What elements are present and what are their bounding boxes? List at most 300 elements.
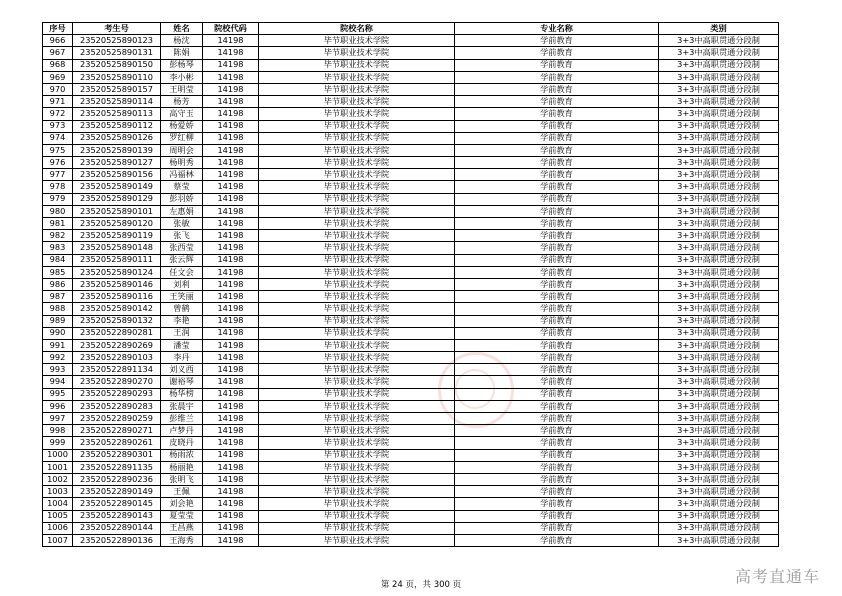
cell-school-code: 14198 xyxy=(203,364,259,376)
cell-index: 994 xyxy=(43,376,73,388)
cell-major: 学前教育 xyxy=(455,157,659,169)
cell-school-code: 14198 xyxy=(203,193,259,205)
cell-name: 李艳 xyxy=(161,315,203,327)
cell-category: 3+3中高职贯通分段制 xyxy=(659,266,779,278)
cell-school-name: 毕节职业技术学院 xyxy=(259,522,455,534)
cell-candidate-no: 23520522890269 xyxy=(73,339,161,351)
cell-major: 学前教育 xyxy=(455,169,659,181)
cell-major: 学前教育 xyxy=(455,120,659,132)
cell-name: 潘莹 xyxy=(161,339,203,351)
cell-school-name: 毕节职业技术学院 xyxy=(259,169,455,181)
cell-category: 3+3中高职贯通分段制 xyxy=(659,108,779,120)
cell-name: 张晨宇 xyxy=(161,400,203,412)
table-row xyxy=(43,461,779,473)
cell-category: 3+3中高职贯通分段制 xyxy=(659,157,779,169)
cell-major: 学前教育 xyxy=(455,534,659,546)
cell-index: 1005 xyxy=(43,510,73,522)
cell-name: 冯福林 xyxy=(161,169,203,181)
cell-name: 王明莹 xyxy=(161,83,203,95)
cell-index: 982 xyxy=(43,230,73,242)
cell-school-code: 14198 xyxy=(203,425,259,437)
cell-name: 杨沈 xyxy=(161,35,203,47)
cell-school-name: 毕节职业技术学院 xyxy=(259,71,455,83)
header-school-name: 院校名称 xyxy=(259,23,455,35)
cell-category: 3+3中高职贯通分段制 xyxy=(659,205,779,217)
cell-category: 3+3中高职贯通分段制 xyxy=(659,510,779,522)
cell-candidate-no: 23520525890157 xyxy=(73,83,161,95)
cell-index: 969 xyxy=(43,71,73,83)
cell-school-code: 14198 xyxy=(203,461,259,473)
cell-category: 3+3中高职贯通分段制 xyxy=(659,461,779,473)
cell-category: 3+3中高职贯通分段制 xyxy=(659,437,779,449)
cell-school-name: 毕节职业技术学院 xyxy=(259,315,455,327)
cell-school-name: 毕节职业技术学院 xyxy=(259,376,455,388)
cell-school-code: 14198 xyxy=(203,486,259,498)
cell-school-code: 14198 xyxy=(203,120,259,132)
cell-school-name: 毕节职业技术学院 xyxy=(259,230,455,242)
header-name: 姓名 xyxy=(161,23,203,35)
table-row xyxy=(43,510,779,522)
cell-major: 学前教育 xyxy=(455,242,659,254)
cell-school-name: 毕节职业技术学院 xyxy=(259,35,455,47)
cell-index: 991 xyxy=(43,339,73,351)
cell-name: 王昌燕 xyxy=(161,522,203,534)
table-row xyxy=(43,376,779,388)
cell-school-code: 14198 xyxy=(203,242,259,254)
cell-index: 966 xyxy=(43,35,73,47)
table-row xyxy=(43,157,779,169)
cell-school-code: 14198 xyxy=(203,35,259,47)
cell-school-name: 毕节职业技术学院 xyxy=(259,413,455,425)
cell-category: 3+3中高职贯通分段制 xyxy=(659,144,779,156)
table-row xyxy=(43,254,779,266)
cell-school-code: 14198 xyxy=(203,437,259,449)
cell-name: 王海秀 xyxy=(161,534,203,546)
table-row xyxy=(43,400,779,412)
cell-category: 3+3中高职贯通分段制 xyxy=(659,498,779,510)
cell-school-code: 14198 xyxy=(203,254,259,266)
table-row xyxy=(43,413,779,425)
cell-school-name: 毕节职业技术学院 xyxy=(259,205,455,217)
table-row xyxy=(43,534,779,546)
cell-major: 学前教育 xyxy=(455,510,659,522)
cell-index: 986 xyxy=(43,278,73,290)
cell-category: 3+3中高职贯通分段制 xyxy=(659,413,779,425)
cell-candidate-no: 23520522890136 xyxy=(73,534,161,546)
cell-candidate-no: 23520525890113 xyxy=(73,108,161,120)
cell-category: 3+3中高职贯通分段制 xyxy=(659,47,779,59)
cell-name: 杨丽艳 xyxy=(161,461,203,473)
cell-name: 杨芳 xyxy=(161,96,203,108)
cell-school-name: 毕节职业技术学院 xyxy=(259,449,455,461)
cell-name: 杨明秀 xyxy=(161,157,203,169)
cell-name: 张云辉 xyxy=(161,254,203,266)
cell-school-name: 毕节职业技术学院 xyxy=(259,218,455,230)
cell-candidate-no: 23520525890101 xyxy=(73,205,161,217)
cell-school-code: 14198 xyxy=(203,71,259,83)
cell-category: 3+3中高职贯通分段制 xyxy=(659,230,779,242)
cell-school-code: 14198 xyxy=(203,315,259,327)
table-row xyxy=(43,35,779,47)
cell-category: 3+3中高职贯通分段制 xyxy=(659,218,779,230)
table-row xyxy=(43,388,779,400)
cell-candidate-no: 23520525890111 xyxy=(73,254,161,266)
cell-school-name: 毕节职业技术学院 xyxy=(259,47,455,59)
cell-name: 杨雨浓 xyxy=(161,449,203,461)
table-row xyxy=(43,169,779,181)
cell-major: 学前教育 xyxy=(455,498,659,510)
cell-index: 979 xyxy=(43,193,73,205)
cell-index: 980 xyxy=(43,205,73,217)
cell-candidate-no: 23520522890103 xyxy=(73,352,161,364)
cell-name: 皮晓丹 xyxy=(161,437,203,449)
cell-candidate-no: 23520522890293 xyxy=(73,388,161,400)
cell-category: 3+3中高职贯通分段制 xyxy=(659,59,779,71)
cell-category: 3+3中高职贯通分段制 xyxy=(659,352,779,364)
table-row xyxy=(43,266,779,278)
cell-candidate-no: 23520525890124 xyxy=(73,266,161,278)
cell-candidate-no: 23520525890149 xyxy=(73,181,161,193)
cell-candidate-no: 23520525890129 xyxy=(73,193,161,205)
cell-category: 3+3中高职贯通分段制 xyxy=(659,388,779,400)
cell-index: 987 xyxy=(43,291,73,303)
cell-name: 周明会 xyxy=(161,144,203,156)
table-row xyxy=(43,242,779,254)
cell-school-code: 14198 xyxy=(203,205,259,217)
cell-school-name: 毕节职业技术学院 xyxy=(259,339,455,351)
cell-candidate-no: 23520522891134 xyxy=(73,364,161,376)
cell-school-code: 14198 xyxy=(203,339,259,351)
cell-school-name: 毕节职业技术学院 xyxy=(259,291,455,303)
cell-school-name: 毕节职业技术学院 xyxy=(259,510,455,522)
cell-major: 学前教育 xyxy=(455,376,659,388)
cell-major: 学前教育 xyxy=(455,71,659,83)
cell-category: 3+3中高职贯通分段制 xyxy=(659,132,779,144)
cell-candidate-no: 23520522890145 xyxy=(73,498,161,510)
cell-school-code: 14198 xyxy=(203,144,259,156)
cell-school-name: 毕节职业技术学院 xyxy=(259,388,455,400)
table-row xyxy=(43,364,779,376)
cell-major: 学前教育 xyxy=(455,83,659,95)
cell-index: 989 xyxy=(43,315,73,327)
cell-category: 3+3中高职贯通分段制 xyxy=(659,242,779,254)
table-header-row xyxy=(43,23,779,35)
cell-index: 967 xyxy=(43,47,73,59)
cell-category: 3+3中高职贯通分段制 xyxy=(659,534,779,546)
cell-major: 学前教育 xyxy=(455,352,659,364)
cell-school-code: 14198 xyxy=(203,96,259,108)
cell-index: 995 xyxy=(43,388,73,400)
cell-candidate-no: 23520522890259 xyxy=(73,413,161,425)
cell-major: 学前教育 xyxy=(455,96,659,108)
cell-school-code: 14198 xyxy=(203,498,259,510)
table-row xyxy=(43,278,779,290)
cell-candidate-no: 23520525890132 xyxy=(73,315,161,327)
cell-name: 王笑丽 xyxy=(161,291,203,303)
cell-major: 学前教育 xyxy=(455,278,659,290)
cell-index: 997 xyxy=(43,413,73,425)
cell-category: 3+3中高职贯通分段制 xyxy=(659,278,779,290)
cell-candidate-no: 23520522891135 xyxy=(73,461,161,473)
cell-school-code: 14198 xyxy=(203,291,259,303)
cell-school-name: 毕节职业技术学院 xyxy=(259,242,455,254)
cell-school-name: 毕节职业技术学院 xyxy=(259,157,455,169)
cell-category: 3+3中高职贯通分段制 xyxy=(659,425,779,437)
cell-school-code: 14198 xyxy=(203,400,259,412)
cell-major: 学前教育 xyxy=(455,132,659,144)
cell-name: 张飞 xyxy=(161,230,203,242)
cell-school-name: 毕节职业技术学院 xyxy=(259,352,455,364)
cell-school-name: 毕节职业技术学院 xyxy=(259,364,455,376)
cell-major: 学前教育 xyxy=(455,230,659,242)
table-row xyxy=(43,71,779,83)
table-row xyxy=(43,486,779,498)
cell-major: 学前教育 xyxy=(455,473,659,485)
header-candidate-no: 考生号 xyxy=(73,23,161,35)
cell-name: 彭维兰 xyxy=(161,413,203,425)
cell-candidate-no: 23520525890127 xyxy=(73,157,161,169)
cell-major: 学前教育 xyxy=(455,108,659,120)
cell-name: 彭羽娇 xyxy=(161,193,203,205)
cell-index: 993 xyxy=(43,364,73,376)
cell-category: 3+3中高职贯通分段制 xyxy=(659,364,779,376)
cell-category: 3+3中高职贯通分段制 xyxy=(659,193,779,205)
cell-index: 971 xyxy=(43,96,73,108)
cell-major: 学前教育 xyxy=(455,339,659,351)
cell-index: 996 xyxy=(43,400,73,412)
cell-candidate-no: 23520522890143 xyxy=(73,510,161,522)
table-row xyxy=(43,352,779,364)
table-row xyxy=(43,339,779,351)
cell-candidate-no: 23520525890146 xyxy=(73,278,161,290)
cell-candidate-no: 23520522890283 xyxy=(73,400,161,412)
cell-name: 刘会艳 xyxy=(161,498,203,510)
cell-name: 曾鹤 xyxy=(161,303,203,315)
cell-category: 3+3中高职贯通分段制 xyxy=(659,376,779,388)
table-row xyxy=(43,205,779,217)
table-row xyxy=(43,144,779,156)
table-row xyxy=(43,291,779,303)
cell-index: 1000 xyxy=(43,449,73,461)
table-row xyxy=(43,437,779,449)
table-row xyxy=(43,303,779,315)
cell-school-code: 14198 xyxy=(203,473,259,485)
cell-name: 王佩 xyxy=(161,486,203,498)
table-row xyxy=(43,193,779,205)
cell-category: 3+3中高职贯通分段制 xyxy=(659,327,779,339)
cell-candidate-no: 23520525890123 xyxy=(73,35,161,47)
cell-major: 学前教育 xyxy=(455,327,659,339)
cell-candidate-no: 23520525890150 xyxy=(73,59,161,71)
cell-index: 975 xyxy=(43,144,73,156)
cell-school-name: 毕节职业技术学院 xyxy=(259,132,455,144)
cell-major: 学前教育 xyxy=(455,254,659,266)
cell-school-name: 毕节职业技术学院 xyxy=(259,303,455,315)
cell-name: 刘利 xyxy=(161,278,203,290)
cell-major: 学前教育 xyxy=(455,59,659,71)
cell-school-name: 毕节职业技术学院 xyxy=(259,83,455,95)
cell-school-code: 14198 xyxy=(203,47,259,59)
cell-index: 1002 xyxy=(43,473,73,485)
cell-index: 977 xyxy=(43,169,73,181)
cell-name: 蔡莹 xyxy=(161,181,203,193)
cell-candidate-no: 23520525890116 xyxy=(73,291,161,303)
admission-table xyxy=(42,22,779,547)
cell-category: 3+3中高职贯通分段制 xyxy=(659,400,779,412)
cell-school-name: 毕节职业技术学院 xyxy=(259,534,455,546)
cell-name: 左惠娟 xyxy=(161,205,203,217)
cell-index: 984 xyxy=(43,254,73,266)
cell-candidate-no: 23520522890149 xyxy=(73,486,161,498)
cell-name: 任文会 xyxy=(161,266,203,278)
cell-candidate-no: 23520525890126 xyxy=(73,132,161,144)
cell-index: 983 xyxy=(43,242,73,254)
cell-name: 卢梦丹 xyxy=(161,425,203,437)
cell-index: 992 xyxy=(43,352,73,364)
cell-name: 李丹 xyxy=(161,352,203,364)
table-row xyxy=(43,473,779,485)
cell-school-code: 14198 xyxy=(203,157,259,169)
cell-school-name: 毕节职业技术学院 xyxy=(259,96,455,108)
cell-index: 999 xyxy=(43,437,73,449)
cell-major: 学前教育 xyxy=(455,315,659,327)
cell-major: 学前教育 xyxy=(455,144,659,156)
cell-major: 学前教育 xyxy=(455,461,659,473)
cell-school-name: 毕节职业技术学院 xyxy=(259,498,455,510)
cell-school-name: 毕节职业技术学院 xyxy=(259,486,455,498)
cell-index: 972 xyxy=(43,108,73,120)
cell-school-name: 毕节职业技术学院 xyxy=(259,327,455,339)
cell-school-code: 14198 xyxy=(203,352,259,364)
cell-major: 学前教育 xyxy=(455,449,659,461)
cell-candidate-no: 23520522890270 xyxy=(73,376,161,388)
page-footer: 第 24 页，共 300 页 xyxy=(380,580,462,590)
cell-index: 973 xyxy=(43,120,73,132)
cell-school-code: 14198 xyxy=(203,169,259,181)
cell-index: 970 xyxy=(43,83,73,95)
cell-school-code: 14198 xyxy=(203,181,259,193)
cell-category: 3+3中高职贯通分段制 xyxy=(659,96,779,108)
table-row xyxy=(43,181,779,193)
cell-name: 张敏 xyxy=(161,218,203,230)
cell-candidate-no: 23520525890148 xyxy=(73,242,161,254)
cell-school-name: 毕节职业技术学院 xyxy=(259,120,455,132)
cell-school-code: 14198 xyxy=(203,108,259,120)
cell-name: 陈娟 xyxy=(161,47,203,59)
cell-major: 学前教育 xyxy=(455,413,659,425)
table-row xyxy=(43,83,779,95)
watermark-text: 高考直通车 xyxy=(734,567,820,586)
cell-school-name: 毕节职业技术学院 xyxy=(259,473,455,485)
cell-name: 张明飞 xyxy=(161,473,203,485)
cell-name: 夏莹莹 xyxy=(161,510,203,522)
cell-index: 981 xyxy=(43,218,73,230)
cell-major: 学前教育 xyxy=(455,522,659,534)
cell-name: 杨爱娇 xyxy=(161,120,203,132)
cell-category: 3+3中高职贯通分段制 xyxy=(659,120,779,132)
cell-major: 学前教育 xyxy=(455,388,659,400)
cell-index: 985 xyxy=(43,266,73,278)
cell-index: 1006 xyxy=(43,522,73,534)
cell-school-name: 毕节职业技术学院 xyxy=(259,461,455,473)
cell-school-code: 14198 xyxy=(203,510,259,522)
cell-candidate-no: 23520522890301 xyxy=(73,449,161,461)
cell-category: 3+3中高职贯通分段制 xyxy=(659,254,779,266)
table-row xyxy=(43,218,779,230)
cell-candidate-no: 23520522890144 xyxy=(73,522,161,534)
cell-school-name: 毕节职业技术学院 xyxy=(259,181,455,193)
cell-candidate-no: 23520522890271 xyxy=(73,425,161,437)
cell-major: 学前教育 xyxy=(455,47,659,59)
cell-category: 3+3中高职贯通分段制 xyxy=(659,315,779,327)
cell-category: 3+3中高职贯通分段制 xyxy=(659,181,779,193)
cell-candidate-no: 23520525890119 xyxy=(73,230,161,242)
cell-candidate-no: 23520522890281 xyxy=(73,327,161,339)
cell-school-name: 毕节职业技术学院 xyxy=(259,278,455,290)
cell-name: 彭杨琴 xyxy=(161,59,203,71)
cell-index: 1003 xyxy=(43,486,73,498)
cell-major: 学前教育 xyxy=(455,437,659,449)
cell-school-code: 14198 xyxy=(203,132,259,144)
table-row xyxy=(43,96,779,108)
cell-category: 3+3中高职贯通分段制 xyxy=(659,339,779,351)
cell-candidate-no: 23520525890142 xyxy=(73,303,161,315)
header-category: 类别 xyxy=(659,23,779,35)
cell-candidate-no: 23520525890112 xyxy=(73,120,161,132)
cell-index: 1004 xyxy=(43,498,73,510)
table-body xyxy=(43,35,779,547)
cell-name: 张西莹 xyxy=(161,242,203,254)
cell-major: 学前教育 xyxy=(455,35,659,47)
cell-major: 学前教育 xyxy=(455,193,659,205)
cell-candidate-no: 23520525890139 xyxy=(73,144,161,156)
cell-category: 3+3中高职贯通分段制 xyxy=(659,449,779,461)
cell-school-code: 14198 xyxy=(203,449,259,461)
cell-major: 学前教育 xyxy=(455,218,659,230)
cell-index: 978 xyxy=(43,181,73,193)
cell-index: 1007 xyxy=(43,534,73,546)
cell-school-code: 14198 xyxy=(203,388,259,400)
cell-school-code: 14198 xyxy=(203,83,259,95)
cell-candidate-no: 23520525890110 xyxy=(73,71,161,83)
table-row xyxy=(43,108,779,120)
header-index: 序号 xyxy=(43,23,73,35)
header-major: 专业名称 xyxy=(455,23,659,35)
cell-candidate-no: 23520522890261 xyxy=(73,437,161,449)
cell-school-code: 14198 xyxy=(203,413,259,425)
cell-major: 学前教育 xyxy=(455,205,659,217)
cell-school-name: 毕节职业技术学院 xyxy=(259,254,455,266)
cell-major: 学前教育 xyxy=(455,400,659,412)
cell-school-code: 14198 xyxy=(203,59,259,71)
cell-major: 学前教育 xyxy=(455,303,659,315)
cell-category: 3+3中高职贯通分段制 xyxy=(659,169,779,181)
cell-school-name: 毕节职业技术学院 xyxy=(259,144,455,156)
cell-school-name: 毕节职业技术学院 xyxy=(259,266,455,278)
cell-index: 988 xyxy=(43,303,73,315)
cell-category: 3+3中高职贯通分段制 xyxy=(659,486,779,498)
cell-school-name: 毕节职业技术学院 xyxy=(259,400,455,412)
cell-candidate-no: 23520525890120 xyxy=(73,218,161,230)
cell-school-name: 毕节职业技术学院 xyxy=(259,193,455,205)
cell-major: 学前教育 xyxy=(455,486,659,498)
table-row xyxy=(43,315,779,327)
table-row xyxy=(43,120,779,132)
cell-index: 976 xyxy=(43,157,73,169)
cell-school-code: 14198 xyxy=(203,327,259,339)
cell-candidate-no: 23520525890114 xyxy=(73,96,161,108)
table-row xyxy=(43,425,779,437)
